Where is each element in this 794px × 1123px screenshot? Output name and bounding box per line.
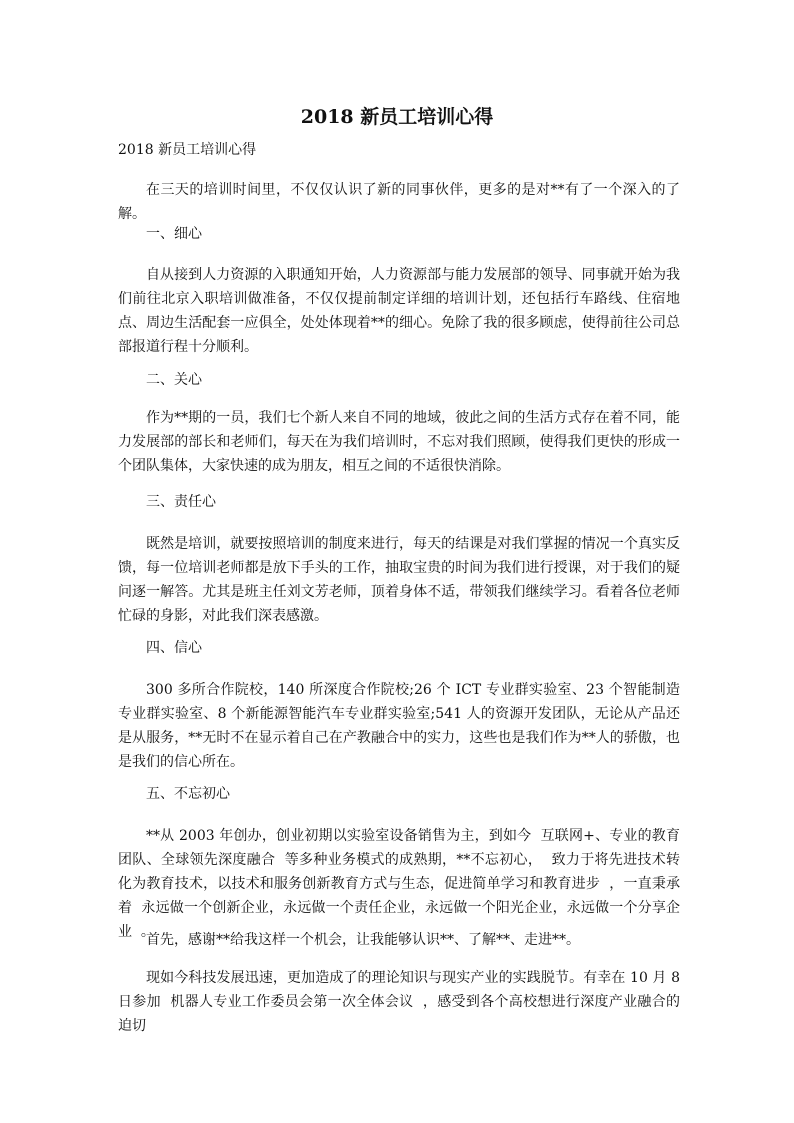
section-text-2: 作为**期的一员，我们七个新人来自不同的地域，彼此之间的生活方式存在着不同，能力发展部的部长和老师们，每天在为我们培训时，不忘对我们照顾，使得我们更快的形成一个团队集体，大家快速的成为朋友，相互之间的不适很快消除。 xyxy=(118,410,680,474)
section-text-4: 300 多所合作院校，140 所深度合作院校;26 个 ICT 专业群实验室、23 个智能制造专业群实验室、8 个新能源智能汽车专业群实验室;541 人的资源开发团队，无论从产品还是从服务，**无时不在显示着自己在产教融合中的实力，这些也是我们作为**人的骄傲，也是我们的信心所在。 xyxy=(118,682,680,770)
section-heading-4: 四、信心 xyxy=(146,640,202,656)
section-text-3: 既然是培训，就要按照培训的制度来进行，每天的结课是对我们掌握的情况一个真实反馈，每一位培训老师都是放下手头的工作，抽取宝贵的时间为我们进行授课，对于我们的疑问逐一解答。尤其是班主任刘文芳老师，顶着身体不适，带领我们继续学习。看着各位老师忙碌的身影，对此我们深表感激。 xyxy=(118,536,680,624)
closing-paragraph-1: 首先，感谢**给我这样一个机会，让我能够认识**、了解**、走进**。 xyxy=(146,932,580,948)
document-title: 2018 新员工培训心得 xyxy=(300,106,494,128)
section-heading-3: 三、责任心 xyxy=(146,494,216,510)
section-heading-2: 二、关心 xyxy=(146,372,202,388)
section-text-1: 自从接到人力资源的入职通知开始，人力资源部与能力发展部的领导、同事就开始为我们前往北京入职培训做准备，不仅仅提前制定详细的培训计划，还包括行车路线、住宿地点、周边生活配套一应俱全，处处体现着**的细心。免除了我的很多顾虑，使得前往公司总部报道行程十分顺利。 xyxy=(118,267,680,355)
intro-paragraph: 在三天的培训时间里，不仅仅认识了新的同事伙伴，更多的是对**有了一个深入的了解。 xyxy=(118,182,680,222)
section-heading-1: 一、细心 xyxy=(146,226,202,242)
section-text-5: **从 2003 年创办，创业初期以实验室设备销售为主，到如今 互联网+、专业的教育团队、全球领先深度融合 等多种业务模式的成熟期，**不忘初心， 致力于将先进技术转化为教育技术，以技术和服务创新教育方式与生态，促进简单学习和教育进步 ，一直秉承着 永远做一个创新企业，永远做一个责任企业，永远做一个阳光企业，永远做一个分享企业 。 xyxy=(118,828,680,940)
closing-paragraph-2: 现如今科技发展迅速，更加造成了的理论知识与现实产业的实践脱节。有幸在 10 月 8 日参加 机器人专业工作委员会第一次全体会议 ，感受到各个高校想进行深度产业融合的迫切 xyxy=(118,970,685,1034)
document-subtitle: 2018 新员工培训心得 xyxy=(118,142,257,158)
section-heading-5: 五、不忘初心 xyxy=(146,786,230,802)
